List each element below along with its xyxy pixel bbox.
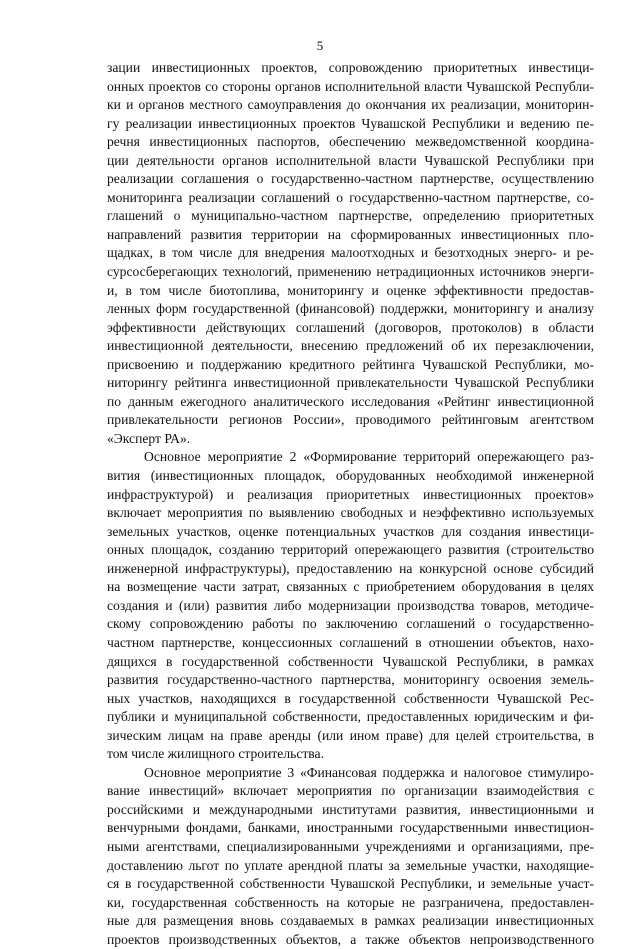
text-line: «Эксперт РА». <box>107 430 191 446</box>
text-line: ниторингу рейтинга инвестиционной привлекательности Чувашской Республики <box>107 375 594 391</box>
text-line: мониторинга реализации соглашений о государственно-частном партнерстве, со- <box>107 189 594 205</box>
text-line: эффективности действующих соглашений (договоров, протоколов) в области <box>107 319 594 335</box>
body-text <box>107 59 594 949</box>
text-line: доставлению льгот по уплате арендной платы за земельные участки, находящие- <box>107 857 594 873</box>
text-line: гу реализации инвестиционных проектов Чувашской Республики и ведению пе- <box>107 115 594 131</box>
text-line: онных проектов со стороны органов исполнительной власти Чувашской Республи- <box>107 78 594 94</box>
text-line: Основное мероприятие 2 «Формирование территорий опережающего раз- <box>144 449 594 465</box>
text-line: щадках, в том числе для внедрения малоотходных и безотходных энерго- и ре- <box>107 245 594 261</box>
text-line: реализации соглашения о государственно-частном партнерстве, осуществлению <box>107 171 594 187</box>
text-line: привлекательности регионов России», проводимого рейтинговым агентством <box>107 412 594 428</box>
text-line: создания и (или) развития либо модернизации производства товаров, методиче- <box>107 597 594 613</box>
text-line: ции деятельности органов исполнительной власти Чувашской Республики при <box>107 152 594 168</box>
text-line: глашений о муниципально-частном партнерстве, определению приоритетных <box>107 208 594 224</box>
text-line: инвестиционной деятельности, внесению предложений об их перезаключении, <box>107 338 594 354</box>
text-line: Основное мероприятие 3 «Финансовая поддержка и налоговое стимулиро- <box>144 764 594 780</box>
text-line: онных площадок, созданию территорий опережающего развития (строительство <box>107 542 594 558</box>
text-line: по данным ежегодного аналитического исследования «Рейтинг инвестиционной <box>107 393 594 409</box>
text-line: публики и муниципальной собственности, предоставленных юридическим и фи- <box>107 709 594 725</box>
text-line: земельных участков, оценке потенциальных участков для создания инвестици- <box>107 523 594 539</box>
text-line: дящихся в государственной собственности Чувашской Республики, в рамках <box>107 653 594 669</box>
text-line: вание инвестиций» включает мероприятия по организации взаимодействия с <box>107 783 594 799</box>
text-line: инженерной инфраструктуры), предоставлению на конкурсной основе субсидий <box>107 560 594 576</box>
text-line: зации инвестиционных проектов, сопровождению приоритетных инвестици- <box>107 60 594 75</box>
text-line: речня инвестиционных паспортов, обеспечению межведомственной координа- <box>107 134 594 150</box>
text-line: на возмещение части затрат, связанных с приобретением оборудования в целях <box>107 579 594 595</box>
text-line: ленных форм государственной (финансовой) поддержки, мониторингу и анализу <box>107 301 594 317</box>
text-line: том числе жилищного строительства. <box>107 746 324 762</box>
text-line: и, в том числе биотоплива, мониторингу и оценке эффективности предостав- <box>107 282 594 298</box>
text-line: зическим лицам на праве аренды (или ином праве) для целей строительства, в <box>107 727 594 743</box>
text-line: проектов производственных объектов, а также объектов непроизводственного <box>107 931 594 947</box>
text-line: развития государственно-частного партнерства, мониторингу освоения земель- <box>107 672 594 688</box>
text-line: венчурными фондами, банками, иностранными государственными инвестицион- <box>107 820 594 836</box>
text-line: частном партнерстве, концессионных соглашений в отношении объектов, нахо- <box>107 634 594 650</box>
text-line: присвоению и поддержанию кредитного рейтинга Чувашской Республики, мо- <box>107 356 594 372</box>
page-number: 5 <box>316 38 324 53</box>
text-line: включает мероприятия по выявлению свободных и неэффективно используемых <box>107 505 594 521</box>
text-line: российскими и международными институтами развития, инвестиционными и <box>107 801 594 817</box>
text-line: ся в государственной собственности Чувашской Республики, и земельные участ- <box>107 876 594 892</box>
text-line: ки и органов местного самоуправления до окончания их реализации, мониторин- <box>107 97 594 113</box>
text-line: ные для размещения вновь создаваемых в рамках реализации инвестиционных <box>107 913 594 929</box>
text-line: ных участков, находящихся в государственной собственности Чувашской Рес- <box>107 690 594 706</box>
text-line: сурсосберегающих технологий, применению нетрадиционных источников энерги- <box>107 264 594 280</box>
text-line: ными агентствами, специализированными учреждениями и организациями, пре- <box>107 838 594 854</box>
text-line: скому сопровождению работы по заключению соглашений о государственно- <box>107 616 594 632</box>
text-line: направлений развития территории на сформированных инвестиционных пло- <box>107 226 594 242</box>
text-line: вития (инвестиционных площадок, оборудованных необходимой инженерной <box>107 468 594 484</box>
text-line: инфраструктурой) и реализация приоритетных инвестиционных проектов» <box>107 486 594 502</box>
text-line: ки, государственная собственность на которые не разграничена, предоставлен- <box>107 894 594 910</box>
